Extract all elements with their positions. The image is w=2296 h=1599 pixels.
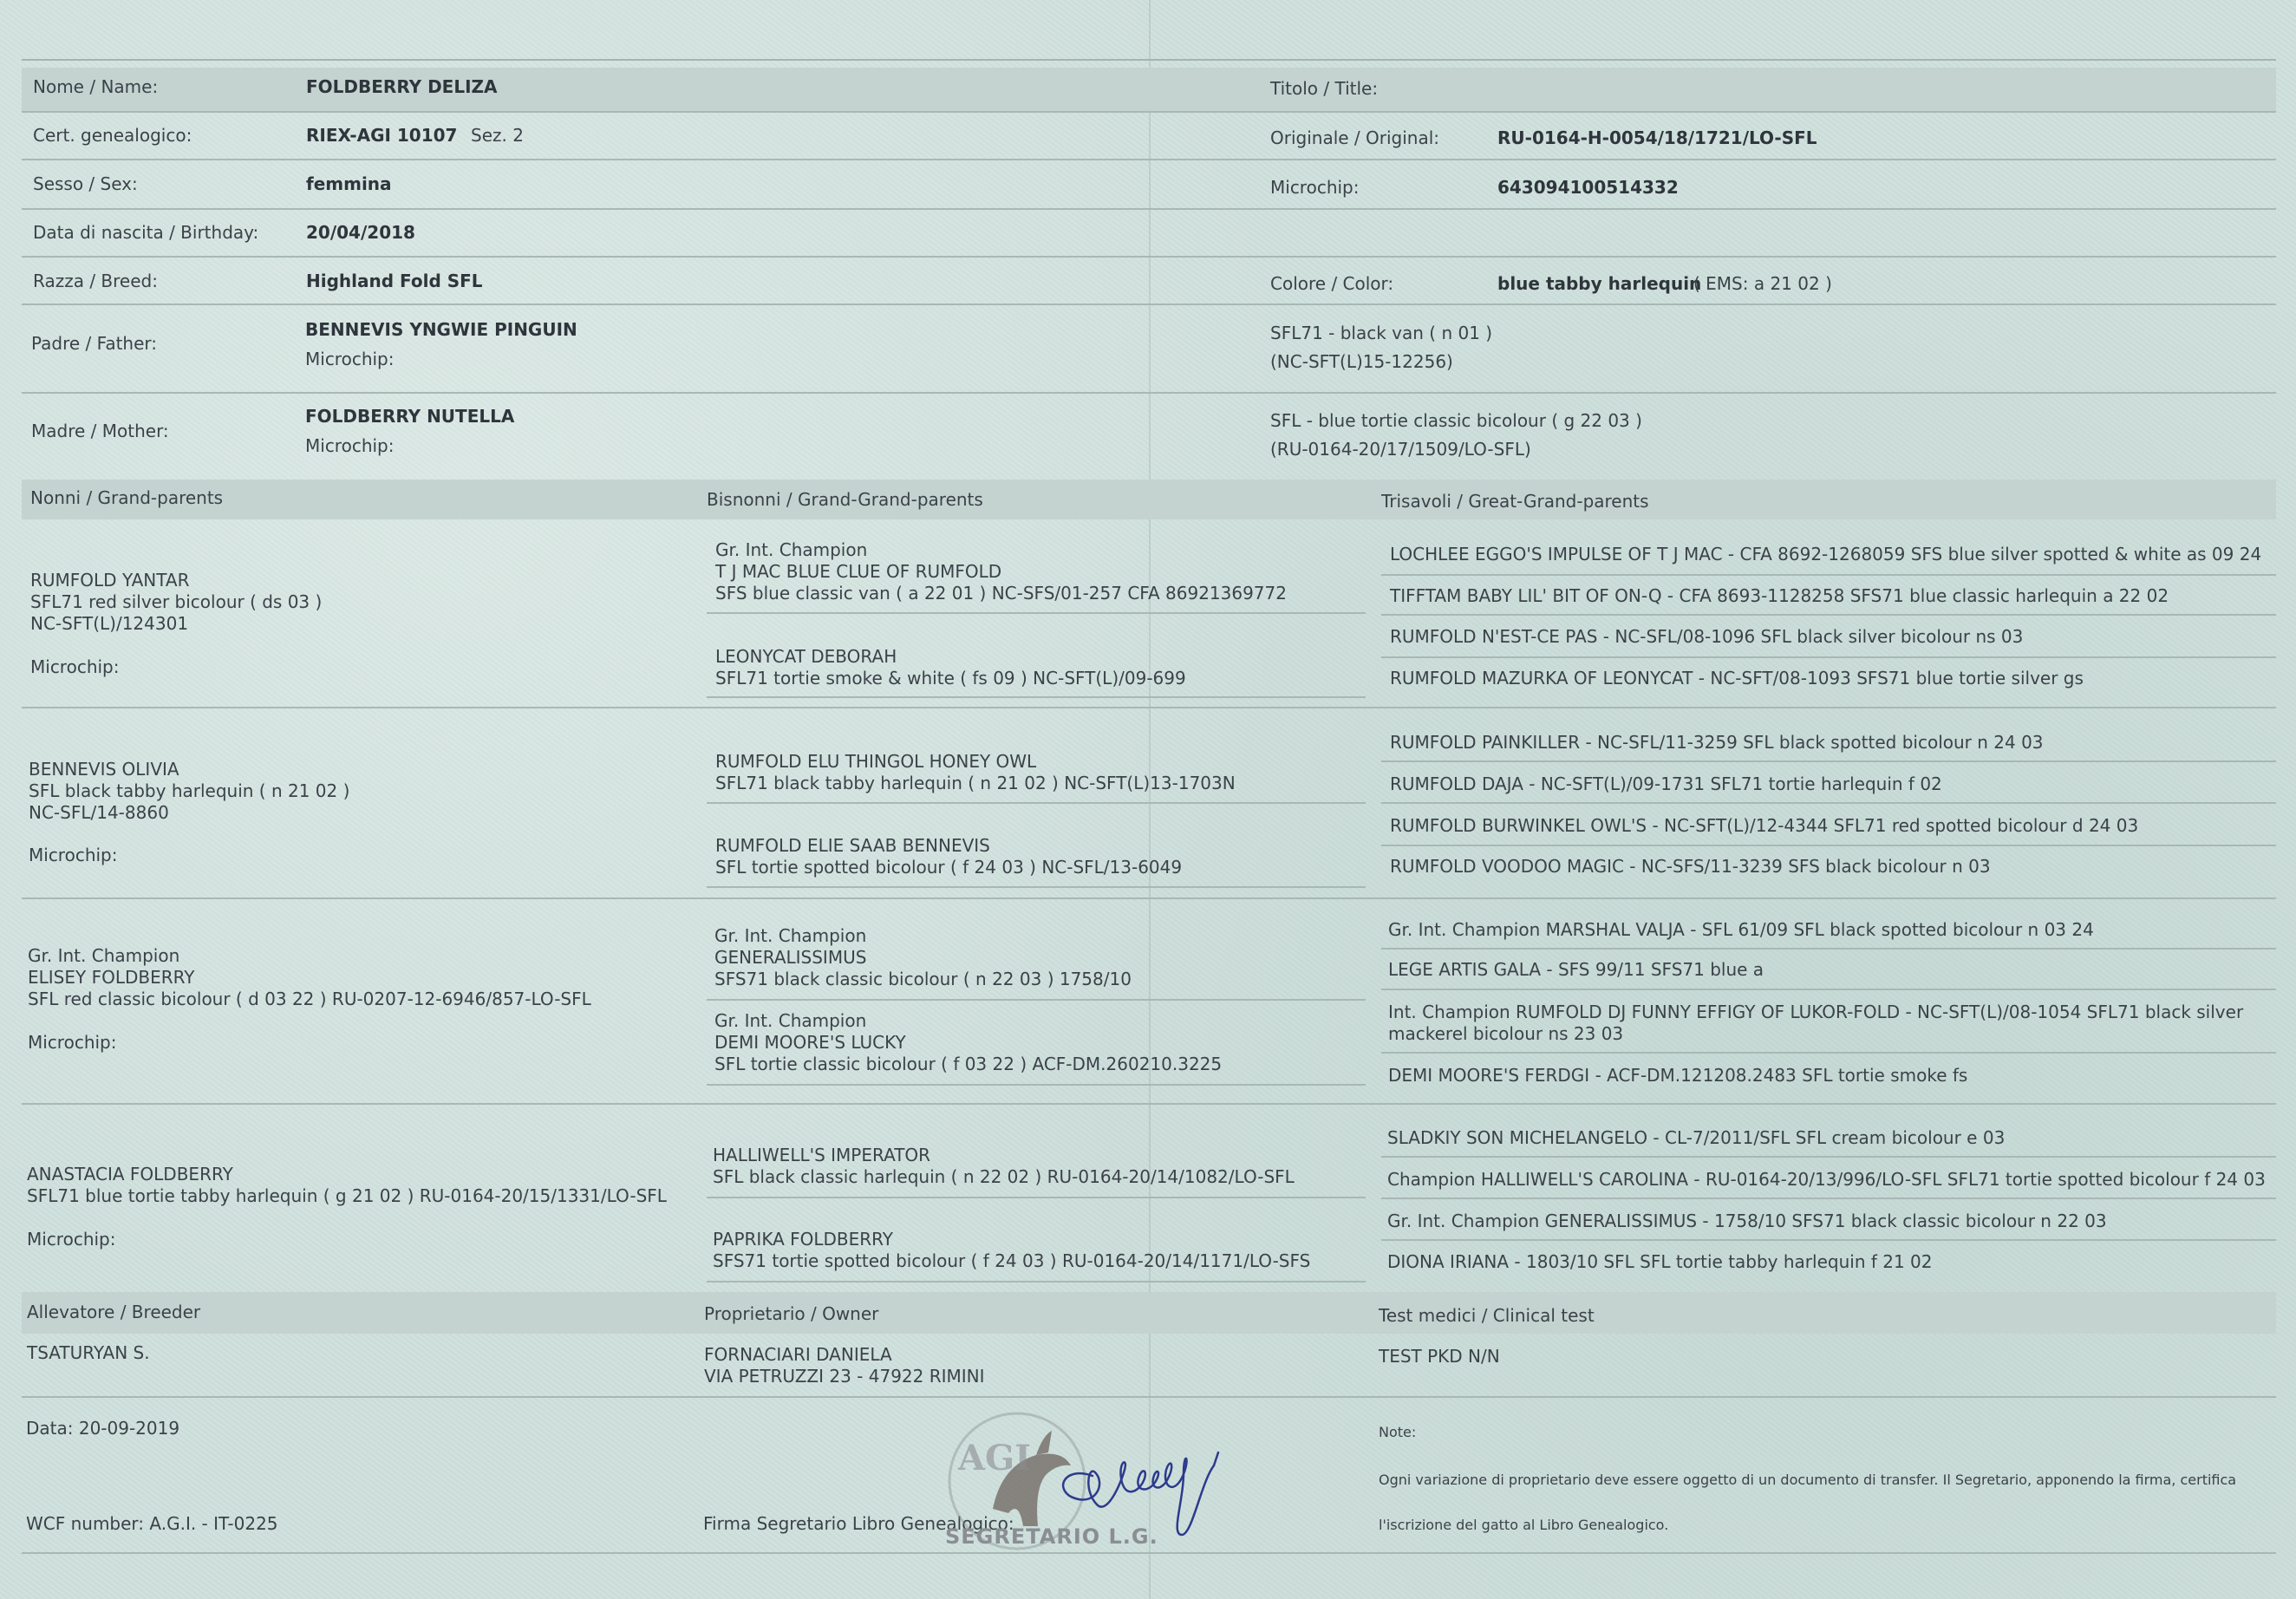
mother-label: Madre / Mother: — [31, 421, 169, 441]
signature-label: Firma Segretario Libro Genealogico: — [703, 1513, 1014, 1534]
breed-label: Razza / Breed: — [33, 271, 158, 291]
grandparent-3-line-2: ELISEY FOLDBERRY — [28, 967, 195, 988]
grandparent-4-line-1: ANASTACIA FOLDBERRY — [27, 1164, 233, 1185]
grandparent-4-microchip: Microchip: — [27, 1229, 116, 1250]
breed-value: Highland Fold SFL — [306, 271, 483, 291]
great-great-11-line-2: mackerel bicolour ns 23 03 — [1388, 1023, 1624, 1044]
birthday-value: 20/04/2018 — [306, 222, 415, 243]
mother-desc: SFL - blue tortie classic bicolour ( g 22 03 ) — [1270, 410, 1642, 431]
great-grandparent-divider — [707, 696, 1366, 698]
breeder-label: Allevatore / Breeder — [27, 1302, 201, 1322]
name-label: Nome / Name: — [33, 76, 159, 97]
owner-label: Proprietario / Owner — [704, 1303, 879, 1324]
great-grandparent-divider — [707, 612, 1366, 614]
row-divider — [22, 208, 2276, 210]
row-divider — [22, 256, 2276, 258]
great-great-divider — [1381, 1239, 2276, 1241]
grandparent-2-line-1: BENNEVIS OLIVIA — [29, 759, 179, 780]
great-great-10: LEGE ARTIS GALA - SFS 99/11 SFS71 blue a — [1388, 959, 1764, 980]
great-grandparent-2-line-1: LEONYCAT DEBORAH — [715, 646, 897, 667]
wcf-number: WCF number: A.G.I. - IT-0225 — [26, 1513, 278, 1534]
top-rule — [22, 59, 2276, 61]
great-great-divider — [1381, 1156, 2276, 1158]
clinical-label: Test medici / Clinical test — [1379, 1305, 1595, 1326]
grandparent-1-microchip: Microchip: — [30, 656, 120, 677]
color-value: blue tabby harlequin — [1497, 273, 1702, 294]
microchip-label: Microchip: — [1270, 177, 1360, 198]
grandparent-divider — [22, 707, 1366, 708]
great-grandparent-divider — [707, 1281, 1366, 1282]
great-grandparent-6-line-1: Gr. Int. Champion — [714, 1010, 867, 1031]
great-great-divider — [1381, 760, 2276, 762]
grandparent-3-line-3: SFL red classic bicolour ( d 03 22 ) RU-0207-12-6946/857-LO-SFL — [28, 989, 591, 1009]
section-rule — [1366, 707, 2276, 708]
cert-value: RIEX-AGI 10107 — [306, 125, 458, 146]
great-great-divider — [1381, 802, 2276, 804]
great-grandparent-3-line-1: RUMFOLD ELU THINGOL HONEY OWL — [715, 751, 1037, 772]
great-grandparent-5-line-1: Gr. Int. Champion — [714, 925, 867, 946]
original-label: Originale / Original: — [1270, 127, 1440, 148]
stamp-text: SEGRETARIO L.G. — [945, 1524, 1158, 1549]
footer-header-band — [22, 1292, 2276, 1334]
owner-name: FORNACIARI DANIELA — [704, 1344, 892, 1365]
cert-section: Sez. 2 — [471, 125, 524, 146]
pedigree-header-band — [22, 480, 2276, 519]
mother-reg: (RU-0164-20/17/1509/LO-SFL) — [1270, 439, 1531, 460]
section-rule — [1366, 897, 2276, 899]
section-rule — [1366, 1103, 2276, 1105]
great-great-divider — [1381, 574, 2276, 576]
grandparents-header: Nonni / Grand-parents — [30, 487, 224, 508]
birthday-label: Data di nascita / Birthday: — [33, 222, 259, 243]
grandparent-1-line-1: RUMFOLD YANTAR — [30, 570, 190, 591]
great-grandparent-divider — [707, 999, 1366, 1001]
great-grandparent-7-line-1: HALLIWELL'S IMPERATOR — [713, 1145, 931, 1165]
great-great-7: RUMFOLD BURWINKEL OWL'S - NC-SFT(L)/12-4344 SFL71 red spotted bicolour d 24 03 — [1390, 815, 2139, 836]
grandparent-3-microchip: Microchip: — [28, 1032, 117, 1053]
great-grandparent-5-line-2: GENERALISSIMUS — [714, 947, 867, 968]
note-label: Note: — [1379, 1424, 1417, 1440]
original-value: RU-0164-H-0054/18/1721/LO-SFL — [1497, 127, 1817, 148]
date: Data: 20-09-2019 — [26, 1418, 180, 1439]
great-great-8: RUMFOLD VOODOO MAGIC - NC-SFS/11-3239 SFS black bicolour n 03 — [1390, 856, 1991, 877]
great-grandparents-header: Bisnonni / Grand-Grand-parents — [707, 489, 983, 510]
great-grandparent-divider — [707, 1197, 1366, 1198]
grandparent-4-line-2: SFL71 blue tortie tabby harlequin ( g 21 02 ) RU-0164-20/15/1331/LO-SFL — [27, 1185, 667, 1206]
great-great-2: TIFFTAM BABY LIL' BIT OF ON-Q - CFA 8693-1128258 SFS71 blue classic harlequin a 22 02 — [1390, 585, 2169, 606]
mother-microchip-label: Microchip: — [305, 435, 395, 456]
row-divider — [22, 303, 2276, 305]
great-great-3: RUMFOLD N'EST-CE PAS - NC-SFL/08-1096 SFL black silver bicolour ns 03 — [1390, 626, 2024, 647]
color-ems: ( EMS: a 21 02 ) — [1693, 273, 1832, 294]
bottom-rule — [22, 1552, 2276, 1554]
great-grandparent-4-line-1: RUMFOLD ELIE SAAB BENNEVIS — [715, 835, 990, 856]
name-value: FOLDBERRY DELIZA — [306, 76, 498, 97]
great-grandparent-1-line-2: T J MAC BLUE CLUE OF RUMFOLD — [715, 561, 1002, 582]
great-great-6: RUMFOLD DAJA - NC-SFT(L)/09-1731 SFL71 tortie harlequin f 02 — [1390, 773, 1942, 794]
great-grandparent-divider — [707, 1084, 1366, 1086]
great-great-header: Trisavoli / Great-Grand-parents — [1381, 491, 1649, 512]
great-great-4: RUMFOLD MAZURKA OF LEONYCAT - NC-SFT/08-1093 SFS71 blue tortie silver gs — [1390, 668, 2084, 689]
title-label: Titolo / Title: — [1270, 78, 1379, 99]
paper-fold — [1149, 0, 1151, 1599]
great-grandparent-1-line-1: Gr. Int. Champion — [715, 539, 868, 560]
great-great-divider — [1381, 656, 2276, 658]
grandparent-divider — [22, 1103, 1366, 1105]
father-label: Padre / Father: — [31, 333, 158, 354]
grandparent-2-line-3: NC-SFL/14-8860 — [29, 802, 169, 823]
father-desc: SFL71 - black van ( n 01 ) — [1270, 323, 1493, 343]
great-great-12: DEMI MOORE'S FERDGI - ACF-DM.121208.2483 SFL tortie smoke fs — [1388, 1065, 1968, 1086]
cert-label: Cert. genealogico: — [33, 125, 192, 146]
row-divider — [22, 392, 2276, 394]
sex-value: femmina — [306, 173, 392, 194]
microchip-value: 643094100514332 — [1497, 177, 1679, 198]
owner-address: VIA PETRUZZI 23 - 47922 RIMINI — [704, 1366, 985, 1387]
great-great-15: Gr. Int. Champion GENERALISSIMUS - 1758/10 SFS71 black classic bicolour n 22 03 — [1387, 1211, 2107, 1231]
grandparent-1-line-2: SFL71 red silver bicolour ( ds 03 ) — [30, 591, 323, 612]
great-grandparent-8-line-2: SFS71 tortie spotted bicolour ( f 24 03 ) RU-0164-20/14/1171/LO-SFS — [713, 1250, 1311, 1271]
great-great-16: DIONA IRIANA - 1803/10 SFL SFL tortie tabby harlequin f 21 02 — [1387, 1251, 1933, 1272]
footer-divider — [22, 1396, 2276, 1398]
father-name: BENNEVIS YNGWIE PINGUIN — [305, 319, 577, 340]
grandparent-2-line-2: SFL black tabby harlequin ( n 21 02 ) — [29, 780, 350, 801]
great-great-divider — [1381, 1052, 2276, 1054]
breeder-value: TSATURYAN S. — [27, 1342, 150, 1363]
row-divider — [22, 159, 2276, 160]
great-great-divider — [1381, 1198, 2276, 1199]
great-grandparent-6-line-3: SFL tortie classic bicolour ( f 03 22 ) ACF-DM.260210.3225 — [714, 1054, 1223, 1074]
father-microchip-label: Microchip: — [305, 349, 395, 369]
great-grandparent-2-line-2: SFL71 tortie smoke & white ( fs 09 ) NC-SFT(L)/09-699 — [715, 668, 1186, 689]
great-great-11-line-1: Int. Champion RUMFOLD DJ FUNNY EFFIGY OF LUKOR-FOLD - NC-SFT(L)/08-1054 SFL71 black silver — [1388, 1002, 2244, 1022]
great-great-13: SLADKIY SON MICHELANGELO - CL-7/2011/SFL SFL cream bicolour e 03 — [1387, 1127, 2006, 1148]
great-grandparent-divider — [707, 886, 1366, 888]
great-grandparent-8-line-1: PAPRIKA FOLDBERRY — [713, 1229, 893, 1250]
grandparent-1-line-3: NC-SFT(L)/124301 — [30, 613, 189, 634]
note-line-2: l'iscrizione del gatto al Libro Genealogico. — [1379, 1517, 1669, 1533]
great-grandparent-7-line-2: SFL black classic harlequin ( n 22 02 ) RU-0164-20/14/1082/LO-SFL — [713, 1166, 1295, 1187]
great-grandparent-6-line-2: DEMI MOORE'S LUCKY — [714, 1032, 906, 1053]
great-great-9: Gr. Int. Champion MARSHAL VALJA - SFL 61/09 SFL black spotted bicolour n 03 24 — [1388, 919, 2094, 940]
great-grandparent-divider — [707, 802, 1366, 804]
great-great-1: LOCHLEE EGGO'S IMPULSE OF T J MAC - CFA 8692-1268059 SFS blue silver spotted & white as 09 24 — [1390, 544, 2262, 565]
color-label: Colore / Color: — [1270, 273, 1394, 294]
row-divider — [22, 111, 2276, 113]
great-grandparent-5-line-3: SFS71 black classic bicolour ( n 22 03 ) 1758/10 — [714, 969, 1132, 989]
great-great-divider — [1381, 948, 2276, 950]
grandparent-2-microchip: Microchip: — [29, 845, 118, 865]
sex-label: Sesso / Sex: — [33, 173, 138, 194]
note-line-1: Ogni variazione di proprietario deve essere oggetto di un documento di transfer. Il Segretario, apponendo la firma, certifica — [1379, 1472, 2237, 1488]
mother-name: FOLDBERRY NUTELLA — [305, 406, 515, 427]
great-great-14: Champion HALLIWELL'S CAROLINA - RU-0164-20/13/996/LO-SFL SFL71 tortie spotted bicolour f 24 03 — [1387, 1169, 2266, 1190]
great-great-divider — [1381, 989, 2276, 990]
clinical-value: TEST PKD N/N — [1379, 1346, 1500, 1367]
grandparent-divider — [22, 897, 1366, 899]
great-great-divider — [1381, 845, 2276, 846]
great-great-5: RUMFOLD PAINKILLER - NC-SFL/11-3259 SFL black spotted bicolour n 24 03 — [1390, 732, 2044, 753]
great-great-divider — [1381, 614, 2276, 616]
grandparent-3-line-1: Gr. Int. Champion — [28, 945, 180, 966]
great-grandparent-1-line-3: SFS blue classic van ( a 22 01 ) NC-SFS/01-257 CFA 86921369772 — [715, 583, 1287, 604]
father-reg: (NC-SFT(L)15-12256) — [1270, 351, 1453, 372]
great-grandparent-4-line-2: SFL tortie spotted bicolour ( f 24 03 ) NC-SFL/13-6049 — [715, 857, 1183, 878]
great-grandparent-3-line-2: SFL71 black tabby harlequin ( n 21 02 ) NC-SFT(L)13-1703N — [715, 773, 1236, 793]
logo-letters: AGI — [958, 1438, 1031, 1478]
